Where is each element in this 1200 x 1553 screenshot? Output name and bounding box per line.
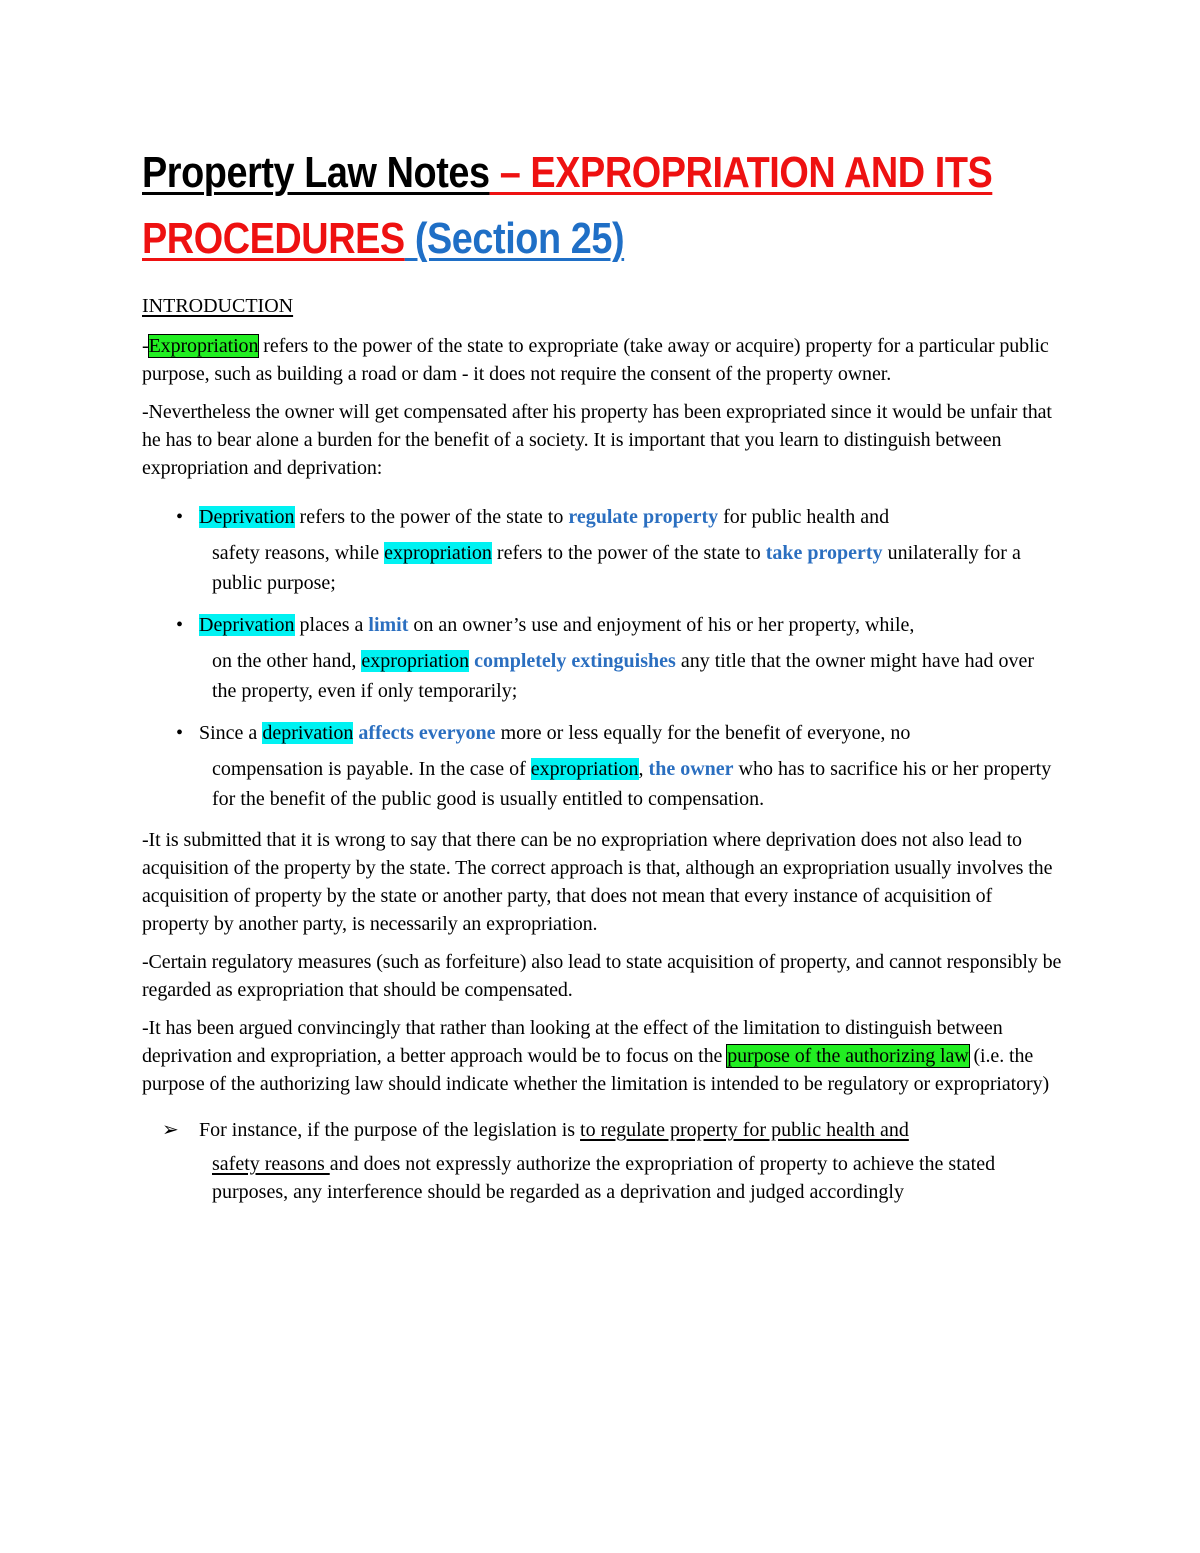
highlight-expropriation: expropriation [530,758,639,780]
bold-term: the owner [648,758,734,780]
text: unilaterally for a public purpose; [212,542,1021,594]
text: and does not expressly authorize the expropriation of property to achieve the stated purposes, any interference should be regarded as a deprivation and judged accordingly [212,1153,996,1203]
bold-term: take property [765,542,883,564]
highlight-deprivation: Deprivation [199,614,295,636]
paragraph-acquisition: -It is submitted that it is wrong to say that there can be no expropriation where deprivation does not also lead to acquisition of the property by the state. The correct approach is that, although an expropriation usually involves the acquisition of property by the state or another party, that does not mean that every instance of acquisition of property by another party, is necessarily an expropriation. [142,829,1053,935]
highlight-deprivation: Deprivation [199,506,295,528]
text: , [638,758,649,780]
bullet-icon: • [176,506,184,528]
text: (i.e. the purpose of the authorizing law should indicate whether the limitation is intended to be regulatory or expropriatory) [142,1045,1050,1095]
highlight-expropriation: expropriation [361,650,470,672]
bold-term: limit [368,614,409,636]
text: safety reasons, while [212,542,385,564]
bullet-list [142,502,1062,814]
text: refers to the power of the state to [294,506,569,528]
underlined-text: safety reasons [212,1153,330,1175]
text: refers to the power of the state to expropriate (take away or acquire) property for a particular public purpose, such as building a road or dam - it does not require the consent of the property owner. [142,335,1049,385]
text: any title that the owner might have had over the property, even if only temporarily; [212,650,1035,702]
list-item [142,1116,1062,1206]
text: on the other hand, [212,650,362,672]
paragraph-expropriation-definition [142,332,1062,388]
bullet-first-line [199,610,1062,640]
text: Since a [199,722,263,744]
page-title [142,140,1062,272]
highlight-expropriation: expropriation [384,542,492,564]
paragraph-compensation: -Nevertheless the owner will get compensated after his property has been expropriated since it would be unfair that he has to bear alone a burden for the benefit of a society. It is important that you learn to distinguish between expropriation and deprivation: [142,401,1052,479]
document-content [142,140,1062,1206]
text: For instance, if the purpose of the legislation is [199,1119,581,1141]
text: refers to the power of the state to [491,542,766,564]
title-part-topic: – EXPROPRIATION AND ITS PROCEDURES [142,148,993,263]
bold-term: affects everyone [358,722,496,744]
text: places a [294,614,369,636]
arrow-list [142,1116,1062,1206]
dash: - [142,335,149,357]
list-item [142,502,1062,598]
title-part-course: Property Law Notes [142,148,490,197]
paragraph-regulatory-measures: -Certain regulatory measures (such as forfeiture) also lead to state acquisition of property, and cannot responsibly be regarded as expropriation that should be compensated. [142,951,1062,1001]
bold-term: completely extinguishes [474,650,676,672]
underlined-text: to regulate property for public health and [580,1119,909,1141]
intro-heading: INTRODUCTION [142,295,294,317]
paragraph-authorizing-law [142,1014,1062,1098]
text: more or less equally for the benefit of everyone, no [495,722,911,744]
text: who has to sacrifice his or her property for the benefit of the public good is usually entitled to compensation. [212,758,1052,810]
list-item [142,718,1062,814]
text: -It has been argued convincingly that rather than looking at the effect of the limitation to distinguish between deprivation and expropriation, a better approach would be to focus on the [142,1017,1003,1067]
title-part-section: (Section 25) [404,214,625,263]
highlight-deprivation: deprivation [262,722,354,744]
bold-term: regulate property [568,506,719,528]
bullet-icon: • [176,614,184,636]
bullet-first-line [199,718,1062,748]
highlight-purpose: purpose of the authorizing law [727,1045,969,1067]
arrow-bullet-icon: ➢ [162,1119,179,1141]
text: on an owner’s use and enjoyment of his or her property, while, [408,614,915,636]
list-item [142,610,1062,706]
bullet-first-line [199,502,1062,532]
highlight-expropriation: Expropriation [148,335,259,357]
arrow-first-line [199,1116,1062,1144]
text: for public health and [718,506,890,528]
text: compensation is payable. In the case of [212,758,531,780]
bullet-icon: • [176,722,184,744]
